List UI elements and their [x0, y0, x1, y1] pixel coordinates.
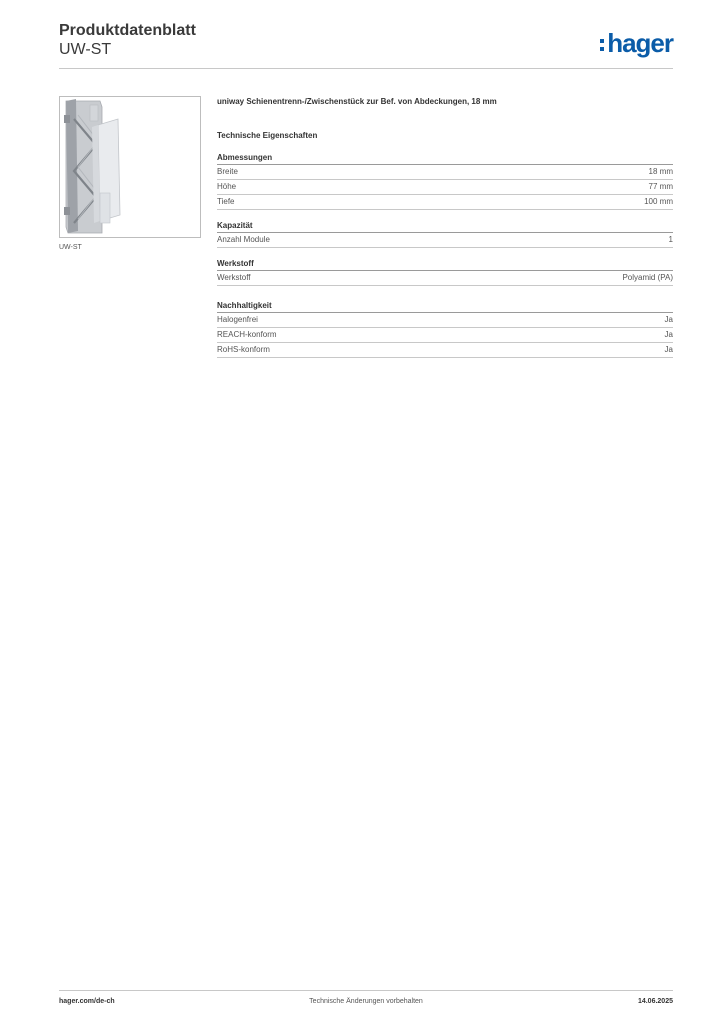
row-label: REACH-konform: [217, 330, 277, 339]
product-code: UW-ST: [59, 41, 112, 58]
table-row: [217, 313, 673, 328]
section-capacity: [217, 220, 673, 248]
image-caption: UW-ST: [59, 244, 82, 251]
row-label: RoHS-konform: [217, 345, 270, 354]
section-sustainability: [217, 300, 673, 358]
page-header: [59, 22, 673, 68]
logo-text: hager: [607, 28, 673, 58]
product-details: [217, 96, 673, 358]
row-value: 1: [668, 235, 673, 244]
row-value: Ja: [664, 315, 673, 324]
section-title: Abmessungen: [217, 152, 673, 165]
row-label: Werkstoff: [217, 273, 251, 282]
footer-notice: Technische Änderungen vorbehalten: [309, 998, 423, 1005]
row-value: Polyamid (PA): [622, 273, 673, 282]
section-title: Nachhaltigkeit: [217, 300, 673, 313]
table-row: [217, 233, 673, 248]
row-label: Höhe: [217, 182, 237, 191]
section-dimensions: [217, 152, 673, 210]
table-row: [217, 195, 673, 210]
footer-date: 14.06.2025: [637, 998, 673, 1005]
table-row: [217, 343, 673, 358]
product-description: uniway Schienentrenn-/Zwischenstück zur Bef. von Abdeckungen, 18 mm: [217, 97, 497, 106]
table-row: [217, 180, 673, 195]
row-value: 18 mm: [648, 167, 673, 176]
section-material: [217, 258, 673, 286]
header-divider: [59, 68, 673, 69]
row-label: Tiefe: [217, 197, 235, 206]
table-row: [217, 328, 673, 343]
product-image: [59, 96, 201, 238]
table-row: [217, 271, 673, 286]
row-value: 100 mm: [644, 197, 673, 206]
footer-divider: [59, 990, 673, 991]
row-value: Ja: [664, 345, 673, 354]
row-label: Anzahl Module: [217, 235, 270, 244]
row-value: Ja: [664, 330, 673, 339]
technical-properties-heading: Technische Eigenschaften: [217, 131, 318, 140]
row-label: Breite: [217, 167, 238, 176]
document-title: Produktdatenblatt: [59, 22, 196, 39]
row-value: 77 mm: [648, 182, 673, 191]
row-label: Halogenfrei: [217, 315, 258, 324]
section-title: Kapazität: [217, 220, 673, 233]
product-illustration-icon: [60, 97, 200, 237]
section-title: Werkstoff: [217, 258, 673, 271]
logo-colon-icon: [600, 39, 604, 51]
table-row: [217, 165, 673, 180]
hager-logo: [600, 28, 673, 58]
page-footer: [59, 998, 673, 1010]
footer-website-link[interactable]: hager.com/de-ch: [59, 998, 115, 1005]
